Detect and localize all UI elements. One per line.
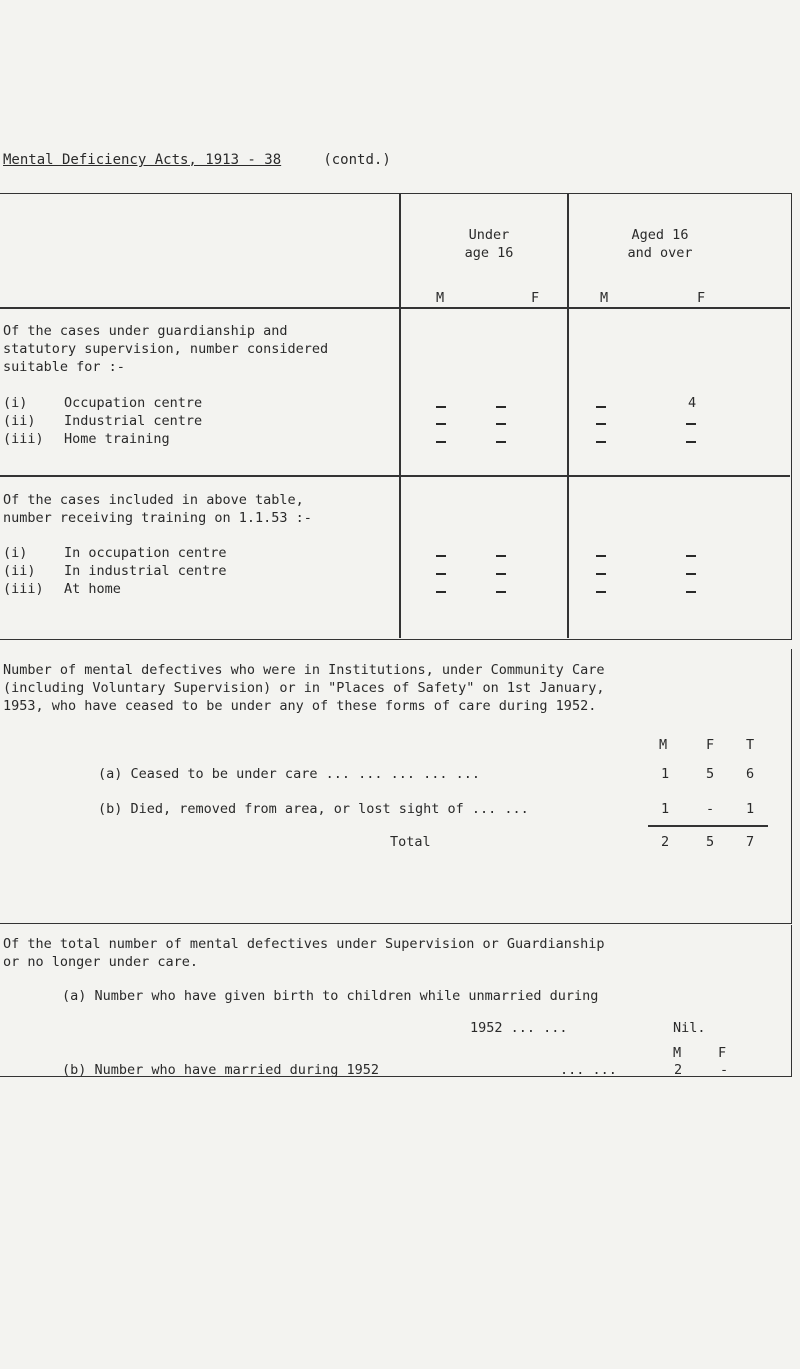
ceased-intro-line2: (including Voluntary Supervision) or in "Places of Safety" on 1st January, <box>3 680 605 696</box>
supervision-intro-line2: or no longer under care. <box>3 954 199 970</box>
value-dash <box>436 555 446 557</box>
value-dash <box>596 555 606 557</box>
value-dash <box>436 406 446 408</box>
section1-intro <box>3 322 328 376</box>
supervision-intro-line1: Of the total number of mental defectives under Supervision or Guardianship <box>3 936 605 952</box>
ceased-header-m: M <box>659 737 668 753</box>
section2-row-num: (i) <box>3 545 28 561</box>
value-dash <box>496 591 506 593</box>
section2-intro-line1: Of the cases included in above table, <box>3 492 304 508</box>
ceased-intro-line1: Number of mental defectives who were in Institutions, under Community Care <box>3 662 605 678</box>
value-dash <box>496 423 506 425</box>
supervision-b-dots: ... ... <box>560 1062 617 1078</box>
supervision-header-m: M <box>673 1045 682 1061</box>
section2-row-num: (ii) <box>3 563 36 579</box>
section2-row-num: (iii) <box>3 581 44 597</box>
value-dash <box>436 591 446 593</box>
header-under16-f: F <box>531 290 540 306</box>
supervision-a-value: Nil. <box>673 1020 706 1036</box>
section1-intro-line2: statutory supervision, number considered <box>3 341 329 357</box>
total-rule <box>648 825 768 827</box>
ceased-intro <box>3 661 604 715</box>
supervision-header-f: F <box>718 1045 727 1061</box>
value-dash <box>596 441 606 443</box>
supervision-intro <box>3 935 604 971</box>
value-dash <box>436 573 446 575</box>
supervision-b-f: - <box>720 1062 729 1078</box>
ceased-row-b-label: (b) Died, removed from area, or lost sight of ... ... <box>98 801 529 817</box>
supervision-a-line1: (a) Number who have given birth to children while unmarried during <box>62 988 599 1004</box>
value-dash <box>496 573 506 575</box>
col-header-aged16 <box>610 226 710 262</box>
ceased-row-a-label: (a) Ceased to be under care ... ... ... ... ... <box>98 766 481 782</box>
col-divider-1 <box>399 194 401 638</box>
ceased-row-b-f: - <box>706 801 715 817</box>
page-title <box>3 152 391 168</box>
ceased-header-f: F <box>706 737 715 753</box>
ceased-row-b-t: 1 <box>746 801 755 817</box>
section1-intro-line1: Of the cases under guardianship and <box>3 323 288 339</box>
value-dash <box>596 406 606 408</box>
section2-intro-line2: number receiving training on 1.1.53 :- <box>3 510 312 526</box>
ceased-total-m: 2 <box>661 834 670 850</box>
contd-label: (contd.) <box>323 152 391 168</box>
ceased-intro-line3: 1953, who have ceased to be under any of these forms of care during 1952. <box>3 698 597 714</box>
ceased-row-b-m: 1 <box>661 801 670 817</box>
ceased-row-a-t: 6 <box>746 766 755 782</box>
section2-intro <box>3 491 312 527</box>
value-dash <box>596 423 606 425</box>
value-dash <box>686 441 696 443</box>
header-divider <box>0 307 790 309</box>
act-title: Mental Deficiency Acts, 1913 - 38 <box>3 152 282 168</box>
value-dash <box>496 441 506 443</box>
ceased-total-label: Total <box>390 834 431 850</box>
value-dash <box>436 423 446 425</box>
ceased-total-f: 5 <box>706 834 715 850</box>
section2-row-label: In occupation centre <box>64 545 227 561</box>
value-dash <box>596 591 606 593</box>
col-header-under16-line2: age 16 <box>464 245 514 261</box>
ceased-header-t: T <box>746 737 755 753</box>
section1-intro-line3: suitable for :- <box>3 359 125 375</box>
col-header-under16-line1: Under <box>468 227 510 243</box>
header-aged16-f: F <box>697 290 706 306</box>
col-header-aged16-line2: and over <box>627 245 693 261</box>
supervision-b-label: (b) Number who have married during 1952 <box>62 1062 379 1078</box>
col-divider-2 <box>567 194 569 638</box>
ceased-row-a-m: 1 <box>661 766 670 782</box>
value-dash <box>686 555 696 557</box>
supervision-b-m: 2 <box>674 1062 683 1078</box>
value-dash <box>686 591 696 593</box>
ceased-row-a-f: 5 <box>706 766 715 782</box>
header-under16-m: M <box>436 290 445 306</box>
supervision-a-line2: 1952 ... ... <box>470 1020 568 1036</box>
section1-row-label: Home training <box>64 431 170 447</box>
section1-row-label: Industrial centre <box>64 413 203 429</box>
value-dash <box>596 573 606 575</box>
section1-row-label: Occupation centre <box>64 395 203 411</box>
section2-row-label: At home <box>64 581 121 597</box>
value-dash <box>686 423 696 425</box>
col-header-aged16-line1: Aged 16 <box>631 227 689 243</box>
section-divider <box>0 475 790 477</box>
value-dash <box>686 573 696 575</box>
section2-row-label: In industrial centre <box>64 563 227 579</box>
value-dash <box>496 555 506 557</box>
section1-row-num: (iii) <box>3 431 44 447</box>
section1-occupation-aged16-f: 4 <box>688 395 697 411</box>
header-aged16-m: M <box>600 290 609 306</box>
section1-row-num: (ii) <box>3 413 36 429</box>
col-header-under16 <box>454 226 524 262</box>
value-dash <box>436 441 446 443</box>
value-dash <box>496 406 506 408</box>
ceased-total-t: 7 <box>746 834 755 850</box>
section1-row-num: (i) <box>3 395 28 411</box>
